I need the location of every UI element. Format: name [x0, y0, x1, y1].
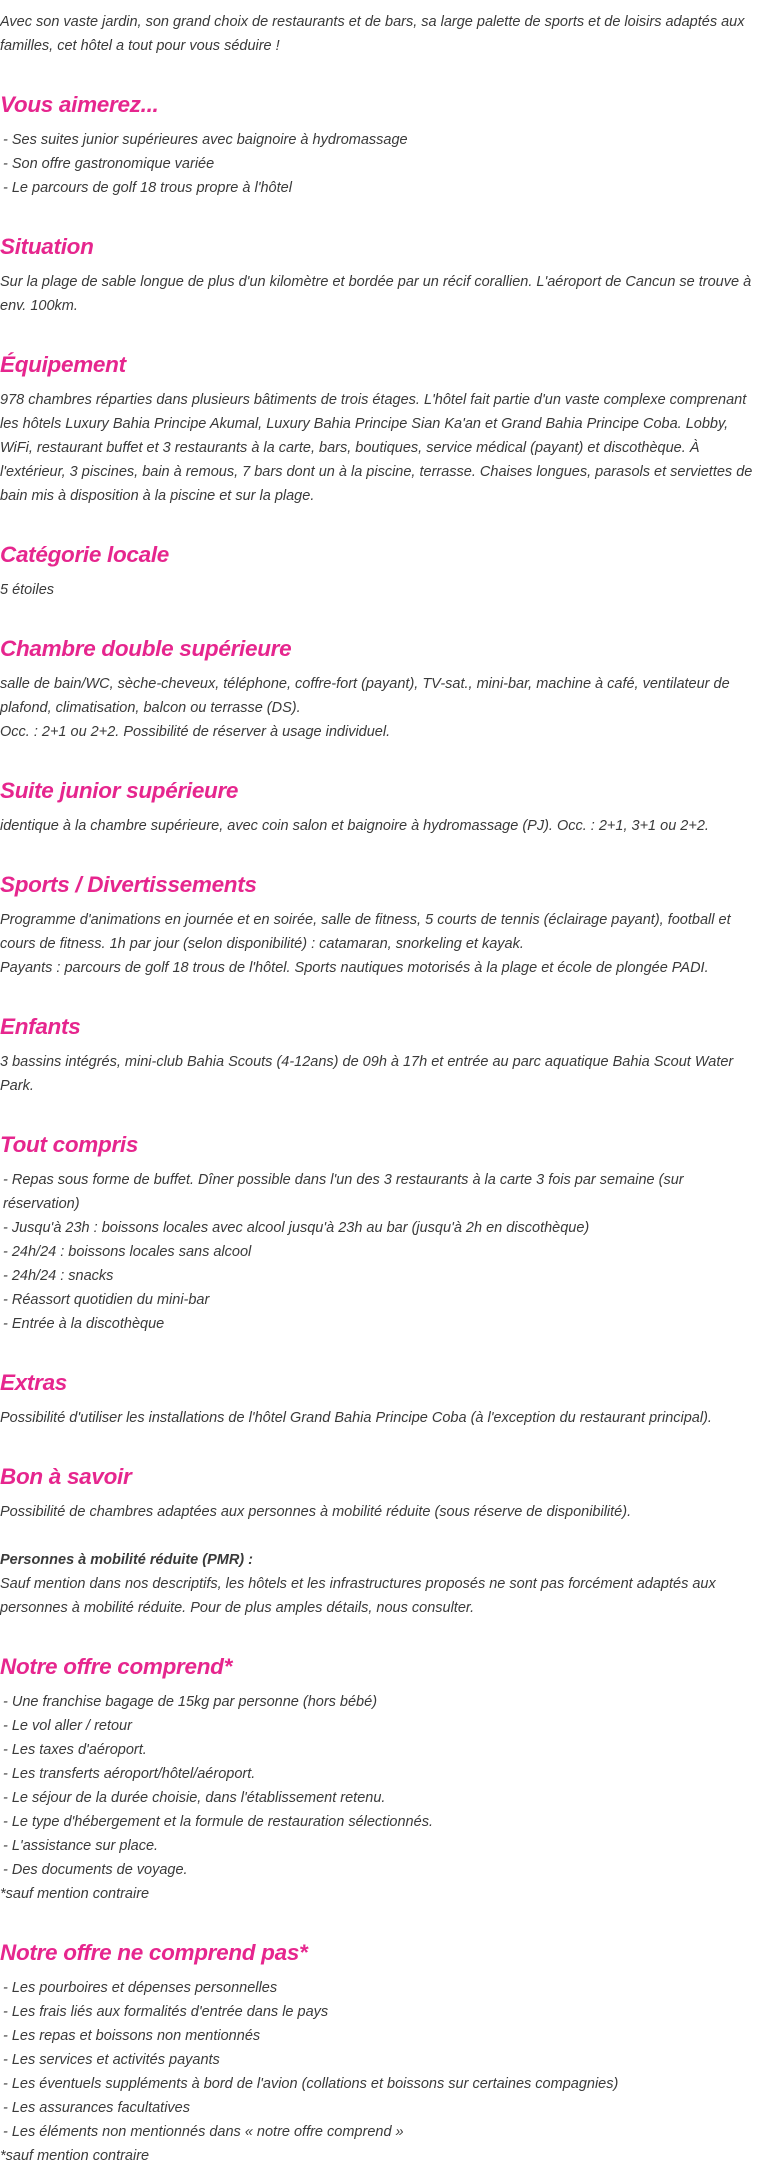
list-item: - Son offre gastronomique variée — [3, 156, 215, 172]
list-item: - Les éventuels suppléments à bord de l'avion (collations et boissons sur certaines compagnies) — [3, 2076, 619, 2092]
list-item: - L'assistance sur place. — [3, 1838, 159, 1854]
categorie-text: 5 étoiles — [0, 582, 55, 598]
list-item: - 24h/24 : boissons locales sans alcool — [3, 1244, 252, 1260]
section-title-situation: Situation — [0, 234, 94, 259]
section-title-offre-comprend: Notre offre comprend* — [0, 1654, 233, 1679]
list-item: - Le type d'hébergement et la formule de restauration sélectionnés. — [3, 1814, 433, 1830]
list-item: - Les pourboires et dépenses personnelles — [3, 1980, 278, 1996]
list-item: - Ses suites junior supérieures avec baignoire à hydromassage — [3, 132, 408, 148]
offre-comprend-list — [0, 1690, 758, 1882]
list-item: - Les transferts aéroport/hôtel/aéroport. — [3, 1766, 256, 1782]
enfants-text: 3 bassins intégrés, mini-club Bahia Scouts (4-12ans) de 09h à 17h et entrée au parc aquatique Bahia Scout Water Park. — [0, 1054, 734, 1094]
section-title-suite: Suite junior supérieure — [0, 778, 239, 803]
tout-compris-list — [0, 1168, 758, 1336]
list-item: - Les éléments non mentionnés dans « notre offre comprend » — [3, 2124, 404, 2140]
intro-text: Avec son vaste jardin, son grand choix de restaurants et de bars, sa large palette de sports et de loisirs adaptés aux familles, cet hôtel a tout pour vous séduire ! — [0, 14, 745, 54]
offre-ne-comprend-pas-note: *sauf mention contraire — [0, 2148, 150, 2164]
list-item: - Le vol aller / retour — [3, 1718, 132, 1734]
list-item: - Les repas et boissons non mentionnés — [3, 2028, 261, 2044]
section-title-extras: Extras — [0, 1370, 67, 1395]
section-title-chambre: Chambre double supérieure — [0, 636, 292, 661]
chambre-occupancy: Occ. : 2+1 ou 2+2. Possibilité de réserver à usage individuel. — [0, 724, 391, 740]
list-item: - Les taxes d'aéroport. — [3, 1742, 147, 1758]
offre-ne-comprend-pas-list — [0, 1976, 758, 2144]
sports-text: Programme d'animations en journée et en soirée, salle de fitness, 5 courts de tennis (éclairage payant), football et cours de fitness. 1h par jour (selon disponibilité) : catamaran, snorkeling et kayak. — [0, 912, 731, 952]
sports-payants: Payants : parcours de golf 18 trous de l'hôtel. Sports nautiques motorisés à la plage et école de plongée PADI. — [0, 960, 709, 976]
list-item: - Jusqu'à 23h : boissons locales avec alcool jusqu'à 23h au bar (jusqu'à 2h en discothèque) — [3, 1220, 590, 1236]
pmr-text: Sauf mention dans nos descriptifs, les hôtels et les infrastructures proposés ne sont pas forcément adaptés aux personnes à mobilité réduite. Pour de plus amples détails, nous consulter. — [0, 1576, 716, 1616]
list-item: - Repas sous forme de buffet. Dîner possible dans l'un des 3 restaurants à la carte 3 fois par semaine (sur réservation) — [3, 1172, 684, 1212]
offre-comprend-note: *sauf mention contraire — [0, 1886, 150, 1902]
section-title-categorie: Catégorie locale — [0, 542, 170, 567]
section-title-equipement: Équipement — [0, 352, 126, 377]
list-item: - Une franchise bagage de 15kg par personne (hors bébé) — [3, 1694, 378, 1710]
list-item: - Les services et activités payants — [3, 2052, 220, 2068]
list-item: - Le parcours de golf 18 trous propre à l'hôtel — [3, 180, 292, 196]
list-item: - Réassort quotidien du mini-bar — [3, 1292, 210, 1308]
list-item: - 24h/24 : snacks — [3, 1268, 114, 1284]
chambre-text: salle de bain/WC, sèche-cheveux, téléphone, coffre-fort (payant), TV-sat., mini-bar, machine à café, ventilateur de plafond, climatisation, balcon ou terrasse (DS). — [0, 676, 730, 716]
bon-a-savoir-text: Possibilité de chambres adaptées aux personnes à mobilité réduite (sous réserve de disponibilité). — [0, 1504, 632, 1520]
section-title-sports: Sports / Divertissements — [0, 872, 257, 897]
pmr-heading: Personnes à mobilité réduite (PMR) : — [0, 1552, 253, 1568]
hotel-description — [0, 10, 758, 2168]
extras-text: Possibilité d'utiliser les installations de l'hôtel Grand Bahia Principe Coba (à l'exception du restaurant principal). — [0, 1410, 712, 1426]
section-title-offre-ne-comprend-pas: Notre offre ne comprend pas* — [0, 1940, 308, 1965]
equipement-text: 978 chambres réparties dans plusieurs bâtiments de trois étages. L'hôtel fait partie d'un vaste complexe comprenant les hôtels Luxury Bahia Principe Akumal, Luxury Bahia Principe Sian Ka'an et Grand Bahia Principe Coba. Lobby, WiFi, restaurant buffet et 3 restaurants à la carte, bars, boutiques, service médical (payant) et discothèque. À l'extérieur, 3 piscines, bain à remous, 7 bars dont un à la piscine, terrasse. Chaises longues, parasols et serviettes de bain mis à disposition à la piscine et sur la plage. — [0, 392, 753, 504]
aimerez-list — [0, 128, 758, 200]
list-item: - Les assurances facultatives — [3, 2100, 190, 2116]
list-item: - Le séjour de la durée choisie, dans l'établissement retenu. — [3, 1790, 386, 1806]
list-item: - Des documents de voyage. — [3, 1862, 188, 1878]
section-title-bon-a-savoir: Bon à savoir — [0, 1464, 132, 1489]
list-item: - Les frais liés aux formalités d'entrée dans le pays — [3, 2004, 329, 2020]
section-title-tout-compris: Tout compris — [0, 1132, 139, 1157]
list-item: - Entrée à la discothèque — [3, 1316, 165, 1332]
section-title-aimerez: Vous aimerez... — [0, 92, 159, 117]
suite-text: identique à la chambre supérieure, avec coin salon et baignoire à hydromassage (PJ). Occ. : 2+1, 3+1 ou 2+2. — [0, 818, 709, 834]
situation-text: Sur la plage de sable longue de plus d'un kilomètre et bordée par un récif corallien. L'aéroport de Cancun se trouve à env. 100km. — [0, 274, 752, 314]
section-title-enfants: Enfants — [0, 1014, 81, 1039]
